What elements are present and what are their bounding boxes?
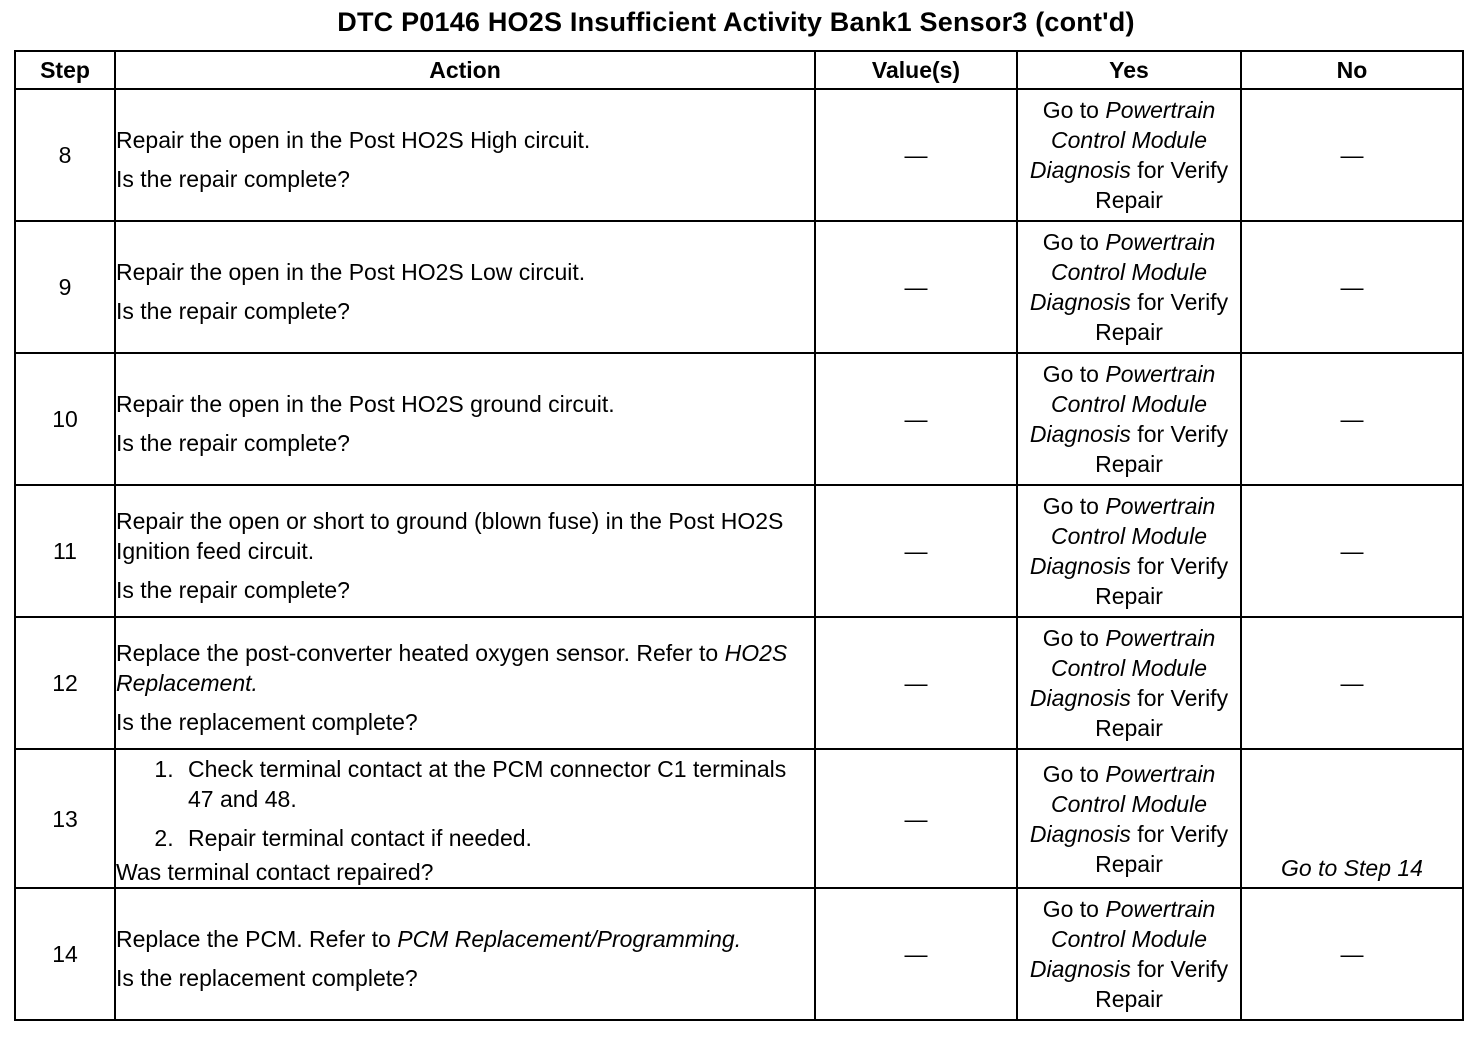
action-text: Repair the open in the Post HO2S ground circuit. xyxy=(116,390,615,417)
yes-link[interactable]: Powertrain Control Module Diagnosis xyxy=(1029,493,1216,579)
action-cell xyxy=(115,221,815,353)
table-row-step-10 xyxy=(15,353,1463,485)
step-number: 13 xyxy=(15,749,115,888)
step-number: 9 xyxy=(15,221,115,353)
action-cell xyxy=(115,749,815,888)
yes-suffix: for Verify Repair xyxy=(1095,421,1229,477)
action-question: Was terminal contact repaired? xyxy=(116,859,434,885)
action-cell xyxy=(115,617,815,749)
action-text: Repair the open in the Post HO2S Low circuit. xyxy=(116,258,586,285)
action-question: Is the repair complete? xyxy=(116,429,350,456)
yes-link[interactable]: Powertrain Control Module Diagnosis xyxy=(1029,625,1216,711)
yes-cell xyxy=(1017,617,1241,749)
yes-link[interactable]: Powertrain Control Module Diagnosis xyxy=(1029,896,1216,982)
value-cell: — xyxy=(815,888,1017,1020)
action-question: Is the replacement complete? xyxy=(116,964,418,991)
table-row-step-14 xyxy=(15,888,1463,1020)
action-prefix: Replace the post-converter heated oxygen sensor. Refer to xyxy=(116,639,725,666)
action-text xyxy=(116,916,814,954)
no-cell: — xyxy=(1241,485,1463,617)
table-row-step-8 xyxy=(15,89,1463,221)
no-cell: — xyxy=(1241,617,1463,749)
action-steps-list xyxy=(116,754,814,853)
value-cell: — xyxy=(815,89,1017,221)
yes-link[interactable]: Powertrain Control Module Diagnosis xyxy=(1029,97,1216,183)
yes-suffix: for Verify Repair xyxy=(1095,553,1229,609)
yes-link[interactable]: Powertrain Control Module Diagnosis xyxy=(1029,760,1216,847)
action-question: Is the repair complete? xyxy=(116,165,350,192)
value-cell: — xyxy=(815,353,1017,485)
header-yes: Yes xyxy=(1017,51,1241,89)
value-cell: — xyxy=(815,221,1017,353)
step-number: 14 xyxy=(15,888,115,1020)
yes-suffix: for Verify Repair xyxy=(1095,956,1229,1012)
no-cell: — xyxy=(1241,888,1463,1020)
yes-cell xyxy=(1017,221,1241,353)
yes-cell xyxy=(1017,888,1241,1020)
no-cell xyxy=(1241,749,1463,888)
value-cell: — xyxy=(815,749,1017,888)
action-cell xyxy=(115,89,815,221)
action-text xyxy=(116,630,814,698)
step-number: 10 xyxy=(15,353,115,485)
no-link[interactable]: Go to Step 14 xyxy=(1281,855,1423,881)
table-row-step-13 xyxy=(15,749,1463,888)
header-action: Action xyxy=(115,51,815,89)
action-step-item: 2. Repair terminal contact if needed. xyxy=(180,823,814,853)
header-values: Value(s) xyxy=(815,51,1017,89)
no-cell: — xyxy=(1241,89,1463,221)
step-number: 8 xyxy=(15,89,115,221)
yes-cell xyxy=(1017,89,1241,221)
table-row-step-9 xyxy=(15,221,1463,353)
action-cell xyxy=(115,888,815,1020)
header-step: Step xyxy=(15,51,115,89)
no-cell: — xyxy=(1241,221,1463,353)
table-row-step-11 xyxy=(15,485,1463,617)
yes-prefix: Go to xyxy=(1042,97,1106,123)
yes-suffix: for Verify Repair xyxy=(1095,157,1229,213)
yes-suffix: for Verify Repair xyxy=(1095,820,1229,877)
yes-cell xyxy=(1017,353,1241,485)
table-row-step-12 xyxy=(15,617,1463,749)
yes-prefix: Go to xyxy=(1042,896,1106,922)
yes-prefix: Go to xyxy=(1042,625,1106,651)
yes-suffix: for Verify Repair xyxy=(1095,685,1229,741)
action-question: Is the replacement complete? xyxy=(116,708,418,735)
yes-link[interactable]: Powertrain Control Module Diagnosis xyxy=(1029,361,1216,447)
action-link[interactable]: HO2S Replacement. xyxy=(116,639,788,696)
yes-link[interactable]: Powertrain Control Module Diagnosis xyxy=(1029,229,1216,315)
yes-prefix: Go to xyxy=(1042,229,1106,255)
action-text: Repair the open or short to ground (blown fuse) in the Post HO2S Ignition feed circuit. xyxy=(116,507,784,564)
table-header-row xyxy=(15,51,1463,89)
no-cell: — xyxy=(1241,353,1463,485)
yes-prefix: Go to xyxy=(1042,493,1106,519)
yes-prefix: Go to xyxy=(1042,760,1106,787)
step-number: 12 xyxy=(15,617,115,749)
action-cell xyxy=(115,485,815,617)
diagnostic-table xyxy=(14,50,1464,1021)
value-cell: — xyxy=(815,617,1017,749)
value-cell: — xyxy=(815,485,1017,617)
header-no: No xyxy=(1241,51,1463,89)
action-question: Is the repair complete? xyxy=(116,297,350,324)
action-cell xyxy=(115,353,815,485)
action-link[interactable]: PCM Replacement/Programming. xyxy=(397,925,742,952)
action-prefix: Replace the PCM. Refer to xyxy=(116,925,398,952)
action-step-item: 1. Check terminal contact at the PCM connector C1 terminals 47 and 48. xyxy=(180,754,814,814)
yes-cell xyxy=(1017,485,1241,617)
yes-suffix: for Verify Repair xyxy=(1095,289,1229,345)
yes-prefix: Go to xyxy=(1042,361,1106,387)
step-number: 11 xyxy=(15,485,115,617)
action-question: Is the repair complete? xyxy=(116,576,350,603)
yes-cell xyxy=(1017,749,1241,888)
page-title: DTC P0146 HO2S Insufficient Activity Bank1 Sensor3 (cont'd) xyxy=(337,7,1135,37)
action-text: Repair the open in the Post HO2S High circuit. xyxy=(116,126,591,153)
